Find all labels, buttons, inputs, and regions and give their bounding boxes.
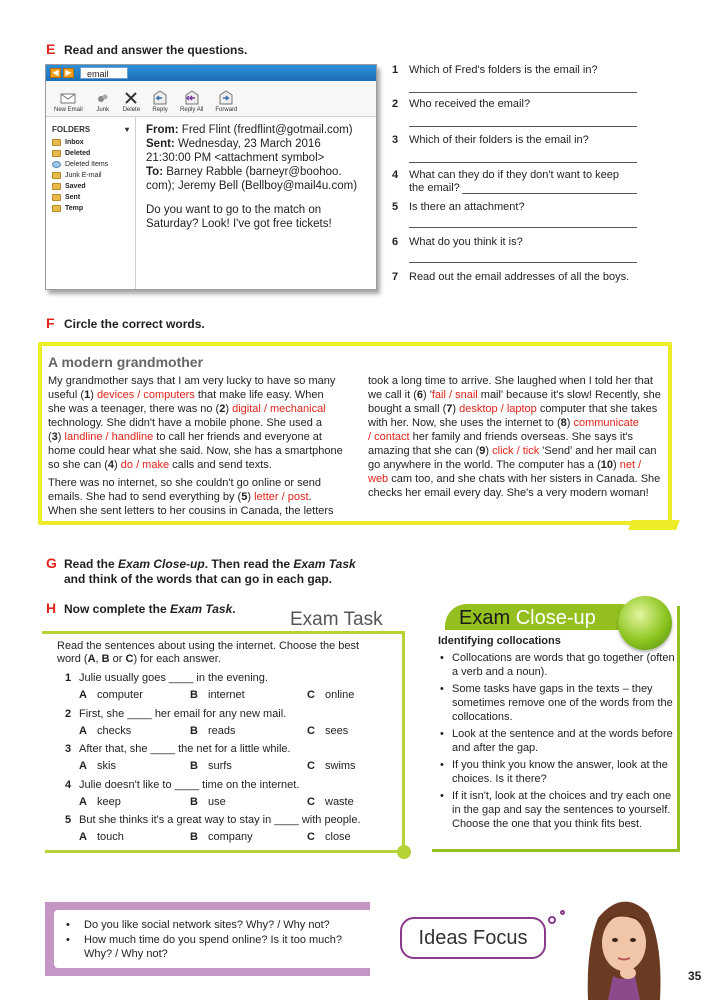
reply-all-button[interactable] (180, 90, 203, 113)
reply-all-icon (184, 90, 200, 106)
exam-close-up-title: Exam Close-up (445, 604, 643, 630)
exam-question: 3 After that, she ____ the net for a little while. (65, 743, 291, 755)
section-instruction: Circle the correct words. (64, 317, 205, 331)
exam-close-up-heading: Identifying collocations (438, 635, 561, 647)
toolbar-label: Reply (152, 107, 168, 113)
folders-header: FOLDERS (52, 125, 91, 134)
answer-option-b[interactable]: B company (190, 831, 253, 843)
section-letter: E (46, 41, 56, 57)
ideas-focus-bubble: Ideas Focus (400, 917, 546, 959)
answer-option-b[interactable]: B internet (190, 689, 245, 701)
reading-column-left (48, 374, 356, 518)
junk-button[interactable] (95, 90, 111, 113)
tip-item: • Collocations are words that go together (often a verb and a noun). (438, 651, 678, 679)
folder-deleted-items[interactable]: Deleted Items (52, 161, 129, 168)
email-titlebar (46, 65, 376, 81)
section-letter: F (46, 315, 55, 331)
reading-line: checks her email every day. She's a very modern woman! (368, 487, 649, 499)
reply-icon (152, 90, 168, 106)
folder-icon (52, 139, 61, 146)
folder-inbox[interactable]: Inbox (52, 139, 129, 146)
email-to-cont: com); Jeremy Bell (Bellboy@mail4u.com) (146, 180, 358, 192)
reading-line: took a long time to arrive. She laughed when I told her that (368, 375, 653, 387)
email-body-text: Do you want to go to the match on (146, 204, 322, 216)
email-body-text: Saturday? Look! I've got free tickets! (146, 218, 332, 230)
exam-question: 1 Julie usually goes ____ in the evening. (65, 672, 268, 684)
reply-button[interactable] (152, 90, 168, 113)
tip-item: • Some tasks have gaps in the texts – they sometimes remove one of the words from the collocations. (438, 682, 678, 724)
folders-pane (46, 117, 136, 289)
exam-task-intro: Read the sentences about using the internet. Choose the best word (A, B or C) for each answer. (57, 640, 360, 665)
forward-icon (218, 90, 234, 106)
answer-option-a[interactable]: A keep (79, 795, 121, 808)
question: 4 What can they do if they don't want to keep the email? (392, 169, 642, 195)
forward-button[interactable] (215, 90, 237, 113)
tip-item: • Look at the sentence and at the words before and after the gap. (438, 727, 678, 755)
answer-option-c[interactable]: C close (307, 831, 351, 843)
reading-line: My grandmother says that I am very lucky to have so many (48, 375, 336, 387)
answer-option-a[interactable]: A touch (79, 831, 124, 843)
folder-deleted[interactable]: Deleted (52, 150, 129, 157)
answer-option-a[interactable]: A computer (79, 689, 143, 701)
exam-close-up-content (438, 634, 678, 834)
answer-option-c[interactable]: C sees (307, 724, 349, 737)
exam-question: 4 Julie doesn't like to ____ time on the internet. (65, 778, 300, 791)
answer-option-b[interactable]: B surfs (190, 760, 232, 772)
answer-option-a[interactable]: A skis (79, 760, 116, 772)
word-choice[interactable]: landline / handline (64, 431, 154, 443)
reading-line: There was no internet, so she couldn't go online or send (48, 477, 321, 489)
discussion-question: • How much time do you spend online? Is it too much? Why? / Why not? (64, 933, 384, 961)
reading-title: A modern grandmother (48, 354, 204, 370)
reading-line: she was a teenager, there was no (2) digital / mechanical (48, 403, 326, 415)
reading-line: with her. Now, she uses the internet to (8) communicate (368, 417, 639, 429)
word-choice[interactable]: desktop / laptop (459, 403, 537, 415)
word-choice[interactable]: do / make (120, 459, 170, 471)
toolbar-label: Forward (215, 107, 238, 113)
new-email-button[interactable] (54, 90, 83, 113)
word-choice[interactable]: net / (619, 459, 642, 471)
question: 7 Read out the email addresses of all the boys. (392, 271, 630, 283)
decorative-dot (397, 845, 411, 859)
word-choice[interactable]: communicate (573, 417, 639, 429)
reading-line: amazing that she can (9) click / tick 'Send' and her mail can (368, 445, 657, 457)
folder-icon (52, 194, 61, 201)
section-letter: H (46, 600, 57, 616)
page-number: 35 (688, 969, 702, 983)
delete-button[interactable] (123, 90, 140, 113)
discussion-question: • Do you like social network sites? Why? / Why not? (64, 918, 384, 932)
answer-option-c[interactable]: C waste (307, 795, 354, 808)
reading-text-box (38, 342, 672, 525)
email-to: Barney Rabble (barneyr@boohoo. (166, 166, 342, 178)
reading-line: When she sent letters to her cousins in Canada, the letters (48, 505, 334, 517)
folder-icon (52, 205, 61, 212)
word-choice[interactable]: web (368, 473, 389, 485)
question: 3 Which of their folders is the email in? (392, 134, 589, 147)
email-window (45, 64, 377, 290)
thinking-girl-illustration (568, 888, 678, 1000)
reading-line: so she can (4) do / make calls and send texts. (48, 459, 272, 471)
answer-line[interactable] (409, 92, 637, 93)
reading-column-right (368, 374, 673, 500)
answer-option-b[interactable]: B reads (190, 724, 236, 737)
envelope-icon (60, 90, 76, 106)
reading-line: emails. She had to send everything by (5) letter / post. (48, 491, 312, 503)
folder-icon (52, 150, 61, 157)
word-choice[interactable]: click / tick (492, 445, 540, 457)
reading-line: bought a small (7) desktop / laptop computer that she takes (368, 403, 658, 415)
question: 6 What do you think it is? (392, 236, 523, 249)
reading-line: home could hear what she said. Now, she has a smartphone (48, 445, 343, 457)
reading-line: we call it (6) 'fail / snail mail' because it's slow! Recently, she (368, 389, 661, 401)
question: 1 Which of Fred's folders is the email in? (392, 64, 598, 77)
email-from: Fred Flint (fredflint@gotmail.com) (181, 124, 353, 136)
folder-saved[interactable]: Saved (52, 183, 129, 190)
answer-line[interactable] (409, 162, 637, 163)
thought-bubble-dot (560, 910, 565, 915)
question: 5 Is there an attachment? (392, 201, 525, 214)
back-icon[interactable]: ◀ (50, 68, 61, 78)
email-tab[interactable]: email (80, 67, 128, 79)
chevron-down-icon[interactable]: ▾ (124, 125, 129, 134)
reading-line: / contact her family and friends overseas. She says it's (368, 431, 633, 443)
thought-bubble-dot (548, 916, 556, 924)
email-toolbar (46, 81, 376, 117)
word-choice[interactable]: devices / computers (96, 389, 195, 401)
answer-option-b[interactable]: B use (190, 795, 226, 808)
exam-task-box (45, 631, 405, 853)
section-f-heading (46, 315, 205, 331)
answer-option-a[interactable]: A checks (79, 724, 132, 737)
reading-line: go anywhere in the world. The computer has a (10) net / (368, 459, 642, 471)
forward-nav-icon[interactable]: ▶ (63, 68, 74, 78)
section-h-heading: H Now complete the Exam Task. (46, 600, 236, 616)
word-choice[interactable]: fail / snail (431, 389, 478, 401)
answer-line[interactable] (409, 227, 637, 228)
toolbar-label: Delete (122, 107, 141, 113)
section-g-heading: G Read the Exam Close-up. Then read the Exam Task and think of the words that can go in each gap. (46, 555, 356, 586)
email-sent: Wednesday, 23 March 2016 (177, 138, 321, 150)
section-instruction: Read and answer the questions. (64, 43, 248, 57)
answer-line[interactable] (409, 262, 637, 263)
word-choice[interactable]: letter / post (254, 491, 309, 503)
toolbar-label: Reply All (180, 107, 204, 113)
toolbar-label: Junk (96, 107, 110, 113)
word-choice[interactable]: / contact (368, 431, 410, 443)
folder-sent[interactable]: Sent (52, 194, 129, 201)
exam-question: 2 First, she ____ her email for any new mail. (65, 707, 287, 720)
answer-line[interactable] (462, 193, 637, 194)
reading-line: (3) landline / handline to call her friends and everyone at (48, 431, 322, 443)
exam-task-title: Exam Task (290, 609, 383, 630)
toolbar-label: New Email (54, 107, 83, 113)
answer-option-c[interactable]: C online (307, 689, 355, 701)
word-choice[interactable]: digital / mechanical (232, 403, 326, 415)
reading-line: web cam too, and she chats with her sisters in Canada. She (368, 473, 661, 485)
delete-icon (123, 90, 139, 106)
section-e-heading (46, 41, 247, 57)
email-sent-time: 21:30:00 PM <attachment symbol> (146, 152, 325, 164)
folder-icon (52, 183, 61, 190)
exam-question: 5 But she thinks it's a great way to stay in ____ with people. (65, 814, 361, 826)
tip-item: • If it isn't, look at the choices and try each one in the gap and say the sentences to yourself. Choose the one that you think fits best. (438, 789, 678, 831)
answer-line[interactable] (409, 126, 637, 127)
email-message: From: Fred Flint (fredflint@gotmail.com) Sent: Wednesday, 23 March 2016 21:30:00 PM <attachment symbol> To: Barney Rabble (barneyr@boohoo. com); Jeremy Bell (Bellboy@mail4u.com) Do you want to go to the match on Saturday? Look! I've got free tickets! (146, 124, 358, 230)
tip-item: • If you think you know the answer, look at the choices. Is it there? (438, 758, 678, 786)
recycle-icon (52, 161, 61, 168)
answer-option-c[interactable]: C swims (307, 760, 356, 772)
folder-junk[interactable]: Junk E-mail (52, 172, 129, 179)
folder-temp[interactable]: Temp (52, 205, 129, 212)
folder-icon (52, 172, 61, 179)
question: 2 Who received the email? (392, 98, 530, 111)
reading-line: useful (1) devices / computers that make life easy. When (48, 389, 324, 401)
reading-line: technology. She didn't have a mobile phone. She used a (48, 417, 323, 429)
section-letter: G (46, 555, 57, 571)
junk-icon (95, 90, 111, 106)
